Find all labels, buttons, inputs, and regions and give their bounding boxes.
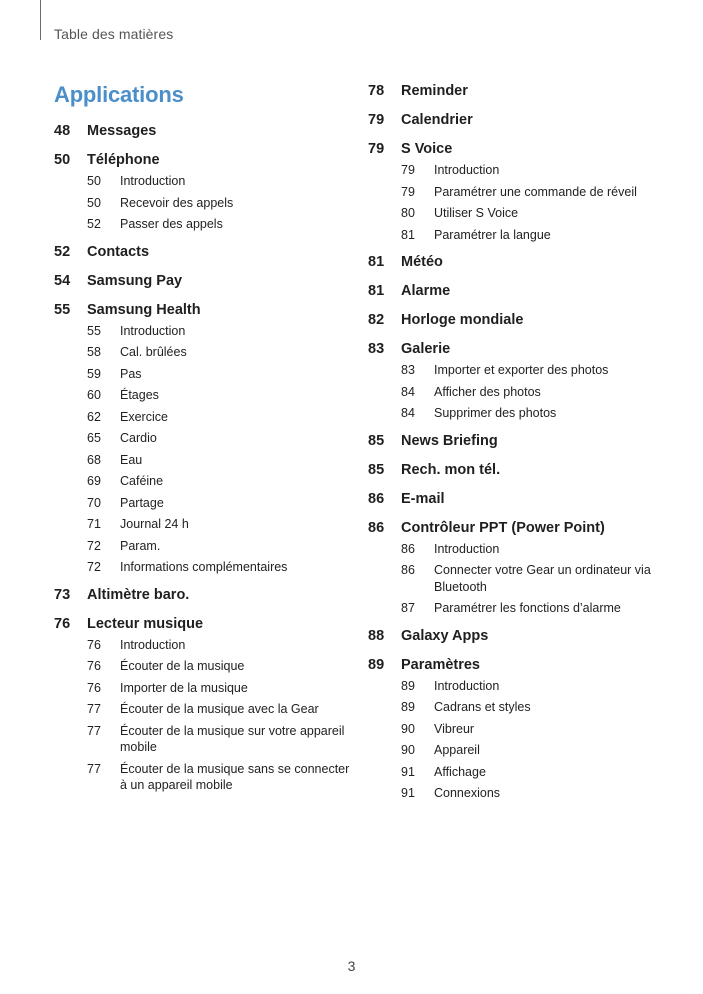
subentry-page-number: 68 — [87, 452, 101, 467]
subentry-page-number: 86 — [401, 541, 415, 556]
chapter-title: Lecteur musique — [87, 615, 204, 632]
subentry-title: Introduction — [434, 541, 500, 556]
subentry-page-number: 76 — [87, 680, 101, 695]
subentry-page-number: 87 — [401, 601, 415, 615]
subentry-page-number: 69 — [87, 474, 101, 488]
toc-subentry[interactable] — [54, 409, 354, 426]
subentry-title: Étages — [120, 388, 159, 402]
subentry-page-number: 91 — [401, 786, 415, 800]
toc-chapter[interactable] — [368, 111, 668, 130]
toc-chapter[interactable] — [368, 340, 668, 359]
chapter-page-number: 85 — [368, 461, 385, 478]
chapter-page-number: 86 — [368, 490, 385, 507]
page-number: 3 — [347, 958, 356, 974]
toc-subentry[interactable] — [368, 162, 668, 179]
subentry-title: Introduction — [434, 678, 500, 693]
toc-subentry[interactable] — [368, 541, 668, 558]
subentry-title: Passer des appels — [120, 217, 223, 231]
chapter-title: Altimètre baro. — [87, 586, 190, 603]
subentry-title: Introduction — [434, 163, 500, 177]
toc-chapter[interactable] — [368, 656, 668, 675]
subentry-page-number: 62 — [87, 409, 101, 424]
subentry-title: Param. — [120, 538, 161, 553]
toc-subentry[interactable] — [54, 701, 354, 718]
chapter-title: Alarme — [401, 283, 451, 299]
toc-chapter[interactable] — [368, 490, 668, 509]
subentry-title: Partage — [120, 495, 164, 510]
chapter-title: Galerie — [401, 341, 451, 357]
chapter-page-number: 81 — [368, 283, 385, 299]
section-title: Applications — [54, 82, 184, 107]
subentry-page-number: 80 — [401, 206, 415, 220]
toc-subentry[interactable] — [368, 699, 668, 716]
toc-subentry[interactable] — [54, 173, 354, 190]
toc-chapter[interactable] — [54, 122, 354, 141]
toc-subentry[interactable] — [368, 405, 668, 422]
subentry-title: Utiliser S Voice — [434, 206, 519, 220]
subentry-page-number: 70 — [87, 495, 101, 510]
toc-subentry[interactable] — [54, 637, 354, 654]
chapter-page-number: 86 — [368, 519, 385, 536]
toc-chapter[interactable] — [368, 432, 668, 451]
chapter-title: Météo — [401, 254, 443, 270]
subentry-title: Importer et exporter des photos — [434, 363, 609, 377]
toc-subentry[interactable] — [54, 195, 354, 212]
chapter-page-number: 48 — [54, 123, 71, 139]
toc-subentry[interactable] — [368, 384, 668, 401]
toc-chapter[interactable] — [54, 301, 354, 320]
toc-chapter[interactable] — [368, 627, 668, 646]
toc-subentry[interactable] — [368, 362, 668, 379]
toc-subentry[interactable] — [368, 721, 668, 738]
subentry-page-number: 91 — [401, 764, 415, 779]
toc-subentry[interactable] — [54, 559, 354, 576]
toc-subentry[interactable] — [368, 184, 668, 201]
subentry-page-number: 81 — [401, 227, 415, 242]
subentry-page-number: 60 — [87, 388, 101, 402]
toc-column-right — [368, 80, 668, 802]
subentry-title: Exercice — [120, 409, 168, 424]
toc-chapter[interactable] — [54, 586, 354, 605]
subentry-title: Informations complémentaires — [120, 560, 288, 574]
chapter-page-number: 81 — [368, 254, 385, 270]
chapter-page-number: 79 — [368, 141, 385, 157]
toc-subentry[interactable] — [54, 680, 354, 697]
chapter-page-number: 85 — [368, 432, 385, 449]
toc-subentry[interactable] — [54, 658, 354, 675]
chapter-title: Horloge mondiale — [401, 312, 524, 328]
toc-subentry[interactable] — [368, 600, 668, 617]
subentry-page-number: 77 — [87, 702, 101, 716]
chapter-title: News Briefing — [401, 432, 498, 449]
chapter-page-number: 82 — [368, 312, 385, 328]
subentry-title: Cadrans et styles — [434, 700, 531, 714]
subentry-page-number: 76 — [87, 659, 101, 673]
chapter-page-number: 88 — [368, 627, 385, 644]
toc-subentry[interactable] — [54, 723, 354, 756]
subentry-title: Pas — [120, 366, 142, 381]
subentry-title: Paramétrer les fonctions d’alarme — [434, 601, 621, 615]
subentry-title: Appareil — [434, 743, 480, 757]
subentry-page-number: 90 — [401, 721, 415, 736]
chapter-title: Samsung Health — [87, 301, 201, 318]
subentry-page-number: 50 — [87, 195, 101, 210]
toc-subentry[interactable] — [54, 430, 354, 447]
toc-subentry[interactable] — [54, 516, 354, 533]
subentry-title: Écouter de la musique — [120, 659, 245, 673]
chapter-title: Calendrier — [401, 112, 473, 128]
subentry-page-number: 77 — [87, 723, 101, 738]
toc-subentry[interactable] — [368, 562, 668, 595]
subentry-page-number: 86 — [401, 563, 415, 577]
chapter-title: E-mail — [401, 490, 445, 507]
running-header: Table des matières — [54, 26, 174, 42]
chapter-page-number: 83 — [368, 341, 385, 357]
subentry-title: Paramétrer la langue — [434, 227, 551, 242]
subentry-page-number: 50 — [87, 174, 101, 188]
toc-chapter[interactable] — [368, 82, 668, 101]
subentry-title: Affichage — [434, 764, 486, 779]
subentry-title: Eau — [120, 452, 143, 467]
subentry-page-number: 89 — [401, 700, 415, 714]
subentry-title: Importer de la musique — [120, 680, 248, 695]
subentry-page-number: 72 — [87, 560, 101, 574]
chapter-page-number: 73 — [54, 586, 71, 603]
toc-subentry[interactable] — [368, 205, 668, 222]
subentry-title: Paramétrer une commande de réveil — [434, 184, 637, 199]
chapter-page-number: 76 — [54, 615, 71, 632]
chapter-page-number: 54 — [54, 272, 71, 289]
subentry-page-number: 83 — [401, 363, 415, 377]
chapter-page-number: 55 — [54, 301, 71, 318]
toc-column-left — [54, 80, 354, 794]
toc-subentry[interactable] — [368, 678, 668, 695]
chapter-page-number: 50 — [54, 152, 71, 168]
toc-chapter[interactable] — [54, 615, 354, 634]
toc-subentry[interactable] — [54, 387, 354, 404]
toc-chapter[interactable] — [54, 272, 354, 291]
chapter-title: Reminder — [401, 83, 468, 99]
toc-subentry[interactable] — [368, 742, 668, 759]
subentry-page-number: 72 — [87, 538, 101, 553]
subentry-page-number: 89 — [401, 678, 415, 693]
toc-chapter[interactable] — [368, 519, 668, 538]
subentry-title: Introduction — [120, 174, 186, 188]
toc-chapter[interactable] — [368, 253, 668, 272]
subentry-page-number: 59 — [87, 366, 101, 381]
chapter-title: Galaxy Apps — [401, 627, 489, 644]
toc-chapter[interactable] — [368, 140, 668, 159]
subentry-title: Supprimer des photos — [434, 406, 557, 420]
subentry-title: Introduction — [120, 637, 186, 652]
chapter-page-number: 52 — [54, 243, 71, 260]
toc-chapter[interactable] — [54, 243, 354, 262]
subentry-page-number: 58 — [87, 345, 101, 359]
subentry-title: Caféine — [120, 474, 164, 488]
toc-subentry[interactable] — [54, 366, 354, 383]
toc-subentry[interactable] — [54, 216, 354, 233]
subentry-page-number: 79 — [401, 184, 415, 199]
toc-subentry[interactable] — [54, 344, 354, 361]
toc-chapter[interactable] — [368, 311, 668, 330]
subentry-page-number: 84 — [401, 406, 415, 420]
toc-chapter[interactable] — [368, 461, 668, 480]
toc-subentry[interactable] — [54, 452, 354, 469]
chapter-page-number: 79 — [368, 112, 385, 128]
toc-subentry[interactable] — [54, 473, 354, 490]
subentry-title: Vibreur — [434, 721, 475, 736]
subentry-page-number: 65 — [87, 431, 101, 445]
chapter-title: Contrôleur PPT (Power Point) — [401, 519, 605, 536]
subentry-page-number: 84 — [401, 384, 415, 399]
toc-subentry[interactable] — [54, 323, 354, 340]
chapter-title: Téléphone — [87, 152, 160, 168]
chapter-title: Rech. mon tél. — [401, 461, 501, 478]
subentry-title: Introduction — [120, 323, 186, 338]
chapter-page-number: 78 — [368, 83, 385, 99]
chapter-title: Messages — [87, 123, 157, 139]
subentry-title: Écouter de la musique sur votre appareil mobile — [120, 723, 345, 754]
subentry-title: Écouter de la musique sans se connecter à un appareil mobile — [120, 761, 350, 792]
subentry-title: Journal 24 h — [120, 517, 189, 531]
chapter-title: S Voice — [401, 141, 453, 157]
subentry-page-number: 71 — [87, 517, 101, 531]
chapter-title: Samsung Pay — [87, 272, 183, 289]
subentry-title: Écouter de la musique avec la Gear — [120, 702, 319, 716]
chapter-page-number: 89 — [368, 656, 385, 673]
subentry-title: Connexions — [434, 786, 501, 800]
subentry-title: Cardio — [120, 431, 157, 445]
subentry-page-number: 76 — [87, 637, 101, 652]
subentry-page-number: 55 — [87, 323, 101, 338]
subentry-page-number: 90 — [401, 743, 415, 757]
header-rule — [40, 0, 41, 40]
subentry-title: Afficher des photos — [434, 384, 541, 399]
toc-subentry[interactable] — [368, 785, 668, 802]
toc-chapter[interactable] — [368, 282, 668, 301]
chapter-title: Paramètres — [401, 656, 480, 673]
subentry-title: Connecter votre Gear un ordinateur via Bluetooth — [434, 563, 651, 594]
toc-chapter[interactable] — [54, 151, 354, 170]
subentry-title: Recevoir des appels — [120, 195, 234, 210]
toc-subentry[interactable] — [54, 761, 354, 794]
toc-subentry[interactable] — [54, 495, 354, 512]
chapter-title: Contacts — [87, 243, 150, 260]
subentry-page-number: 52 — [87, 217, 101, 231]
subentry-title: Cal. brûlées — [120, 345, 187, 359]
toc-subentry[interactable] — [54, 538, 354, 555]
subentry-page-number: 79 — [401, 163, 415, 177]
toc-subentry[interactable] — [368, 764, 668, 781]
subentry-page-number: 77 — [87, 761, 101, 776]
toc-subentry[interactable] — [368, 227, 668, 244]
